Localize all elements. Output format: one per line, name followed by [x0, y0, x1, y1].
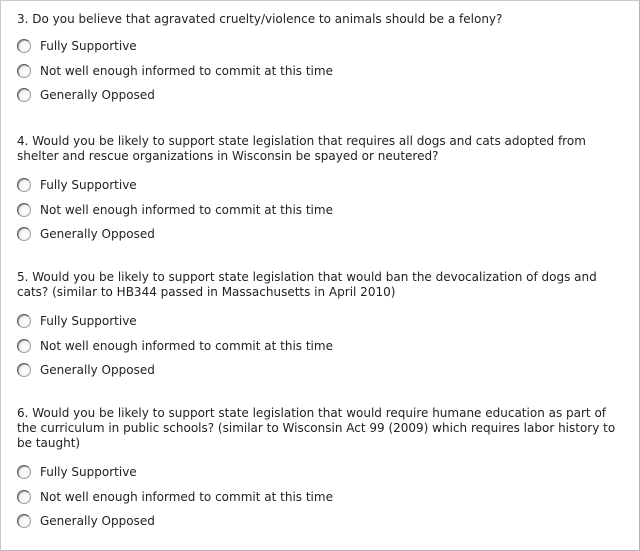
- radio-button[interactable]: [17, 88, 31, 102]
- question-text: 3. Do you believe that agravated cruelty/violence to animals should be a felony?: [17, 12, 503, 26]
- radio-group: [17, 173, 629, 247]
- option-fully-supportive[interactable]: [17, 34, 629, 59]
- radio-group: [17, 309, 629, 383]
- radio-button[interactable]: [17, 514, 31, 528]
- option-fully-supportive[interactable]: [17, 173, 629, 198]
- option-label[interactable]: Not well enough informed to commit at this time: [40, 338, 333, 353]
- option-not-informed[interactable]: [17, 334, 629, 359]
- question-text: 6. Would you be likely to support state legislation that would require humane education as part of the curriculum in public schools? (similar to Wisconsin Act 99 (2009) which requires labor history to be taught): [17, 406, 616, 450]
- radio-button[interactable]: [17, 39, 31, 53]
- option-not-informed[interactable]: [17, 198, 629, 223]
- option-label[interactable]: Fully Supportive: [40, 39, 137, 54]
- option-generally-opposed[interactable]: [17, 358, 629, 383]
- question-4: [17, 134, 629, 247]
- radio-button[interactable]: [17, 64, 31, 78]
- option-fully-supportive[interactable]: [17, 309, 629, 334]
- option-label[interactable]: Not well enough informed to commit at this time: [40, 202, 333, 217]
- question-text: 5. Would you be likely to support state legislation that would ban the devocalization of dogs and cats? (similar to HB344 passed in Massachusetts in April 2010): [17, 270, 597, 299]
- radio-button[interactable]: [17, 490, 31, 504]
- question-6: [17, 406, 629, 534]
- radio-group: [17, 460, 629, 534]
- option-fully-supportive[interactable]: [17, 460, 629, 485]
- radio-button[interactable]: [17, 227, 31, 241]
- option-label[interactable]: Fully Supportive: [40, 178, 137, 193]
- option-label[interactable]: Not well enough informed to commit at this time: [40, 489, 333, 504]
- radio-button[interactable]: [17, 363, 31, 377]
- radio-button[interactable]: [17, 465, 31, 479]
- option-label[interactable]: Generally Opposed: [40, 88, 155, 103]
- option-generally-opposed[interactable]: [17, 509, 629, 534]
- option-label[interactable]: Fully Supportive: [40, 314, 137, 329]
- question-5: [17, 270, 629, 383]
- question-text: 4. Would you be likely to support state legislation that requires all dogs and cats adopted from shelter and rescue organizations in Wisconsin be spayed or neutered?: [17, 134, 586, 163]
- option-generally-opposed[interactable]: [17, 222, 629, 247]
- option-generally-opposed[interactable]: [17, 83, 629, 108]
- option-label[interactable]: Generally Opposed: [40, 363, 155, 378]
- option-label[interactable]: Not well enough informed to commit at this time: [40, 63, 333, 78]
- option-label[interactable]: Fully Supportive: [40, 465, 137, 480]
- radio-button[interactable]: [17, 203, 31, 217]
- option-not-informed[interactable]: [17, 485, 629, 510]
- radio-button[interactable]: [17, 178, 31, 192]
- question-3: [17, 12, 629, 108]
- radio-group: [17, 34, 629, 108]
- radio-button[interactable]: [17, 314, 31, 328]
- radio-button[interactable]: [17, 339, 31, 353]
- option-not-informed[interactable]: [17, 59, 629, 84]
- option-label[interactable]: Generally Opposed: [40, 227, 155, 242]
- option-label[interactable]: Generally Opposed: [40, 514, 155, 529]
